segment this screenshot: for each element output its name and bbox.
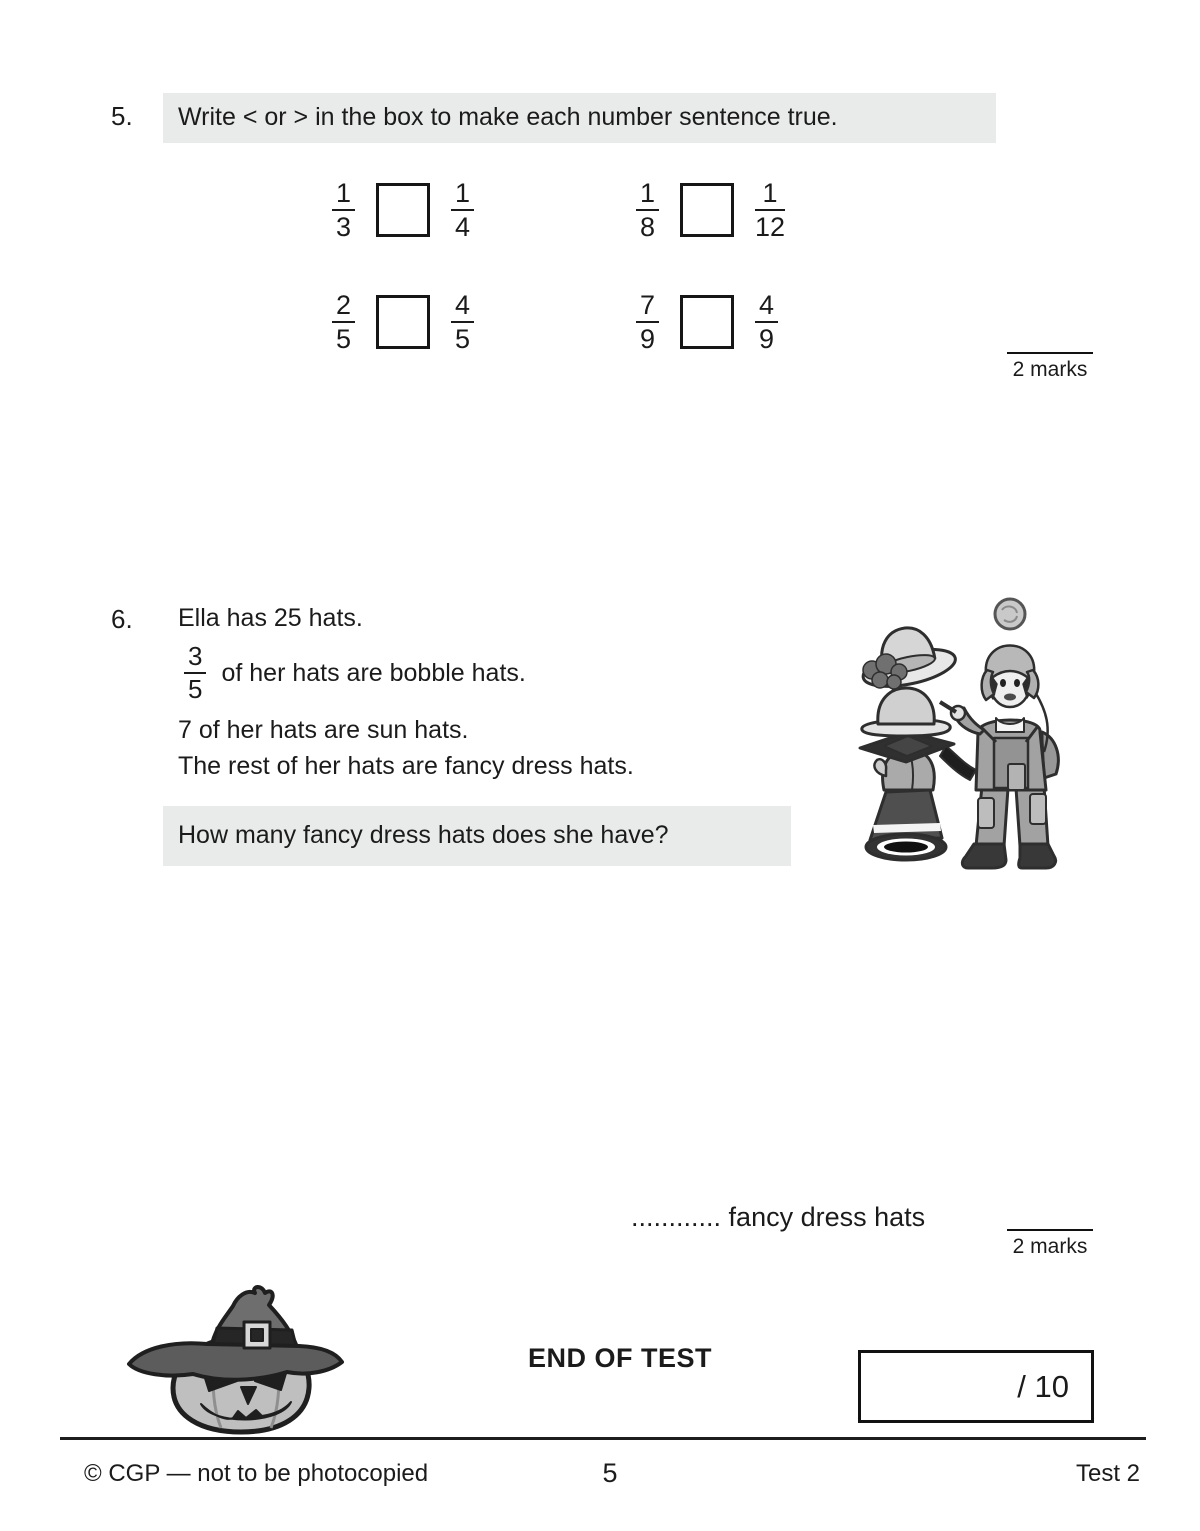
- fraction-denominator: 5: [455, 324, 471, 355]
- question-6-statement-1: 7 of her hats are sun hats.: [178, 716, 469, 744]
- footer-test-label: Test 2: [1075, 1460, 1140, 1487]
- pumpkin-witch-hat-icon: [115, 1284, 347, 1436]
- question-5-number: 5.: [111, 101, 133, 131]
- fraction-numerator: 7: [636, 291, 659, 323]
- fraction-denominator: 12: [755, 212, 786, 243]
- footer-copyright: © CGP — not to be photocopied: [84, 1460, 429, 1487]
- comparison-pair-3: [332, 291, 474, 354]
- fraction-denominator: 3: [336, 212, 352, 243]
- fraction-three-fifths: [184, 643, 206, 704]
- fraction-numerator: 1: [332, 179, 355, 211]
- fraction-numerator: 4: [451, 291, 474, 323]
- question-5-prompt: Write < or > in the box to make each number sentence true.: [163, 93, 996, 143]
- fraction-numerator: 1: [636, 179, 659, 211]
- fraction-numerator: 1: [451, 179, 474, 211]
- question-6-number: 6.: [111, 604, 133, 634]
- fraction-left: [636, 179, 659, 242]
- fraction-numerator: 4: [755, 291, 778, 323]
- fraction-numerator: 3: [184, 643, 206, 674]
- fraction-left: [332, 291, 355, 354]
- girl-with-hat-stack-icon: [856, 580, 1070, 874]
- fraction-denominator: 9: [640, 324, 656, 355]
- fraction-right: [755, 291, 778, 354]
- footer-divider: [60, 1437, 1146, 1440]
- comparison-pair-1: [332, 179, 474, 242]
- question-6-answer-line: [631, 1202, 925, 1233]
- fraction-denominator: 8: [640, 212, 656, 243]
- question-6-statement-2: The rest of her hats are fancy dress hats.: [178, 752, 634, 780]
- fraction-right: [451, 179, 474, 242]
- footer-page-number: 5: [602, 1458, 618, 1488]
- girl-with-hat-stack-illustration: [856, 580, 1070, 874]
- fraction-denominator: 4: [455, 212, 471, 243]
- question-6-question: How many fancy dress hats does she have?: [163, 806, 791, 866]
- marks-label: 2 marks: [1012, 358, 1088, 381]
- question-5-marks: [1007, 352, 1093, 382]
- question-6-intro: Ella has 25 hats.: [178, 604, 363, 632]
- answer-box[interactable]: [680, 295, 734, 349]
- fraction-numerator: 2: [332, 291, 355, 323]
- question-6-marks: [1007, 1229, 1093, 1259]
- score-box[interactable]: / 10: [858, 1350, 1094, 1423]
- comparison-pair-4: [636, 291, 778, 354]
- answer-box[interactable]: [376, 295, 430, 349]
- fraction-denominator: 5: [336, 324, 352, 355]
- fraction-left: [636, 291, 659, 354]
- pumpkin-with-witch-hat-illustration: [115, 1284, 347, 1436]
- fraction-denominator: 5: [188, 674, 203, 705]
- answer-box[interactable]: [376, 183, 430, 237]
- comparison-pair-2: [636, 179, 785, 242]
- question-6-fraction-line: [184, 643, 526, 704]
- fraction-right: [451, 291, 474, 354]
- fraction-right: [755, 179, 785, 242]
- answer-dots[interactable]: ............: [631, 1202, 722, 1232]
- fraction-numerator: 1: [755, 179, 785, 211]
- fraction-sentence: of her hats are bobble hats.: [221, 658, 526, 687]
- marks-label: 2 marks: [1012, 1235, 1088, 1258]
- answer-unit-label: fancy dress hats: [728, 1202, 926, 1232]
- end-of-test-label: END OF TEST: [527, 1343, 712, 1373]
- fraction-left: [332, 179, 355, 242]
- fraction-denominator: 9: [759, 324, 775, 355]
- answer-box[interactable]: [680, 183, 734, 237]
